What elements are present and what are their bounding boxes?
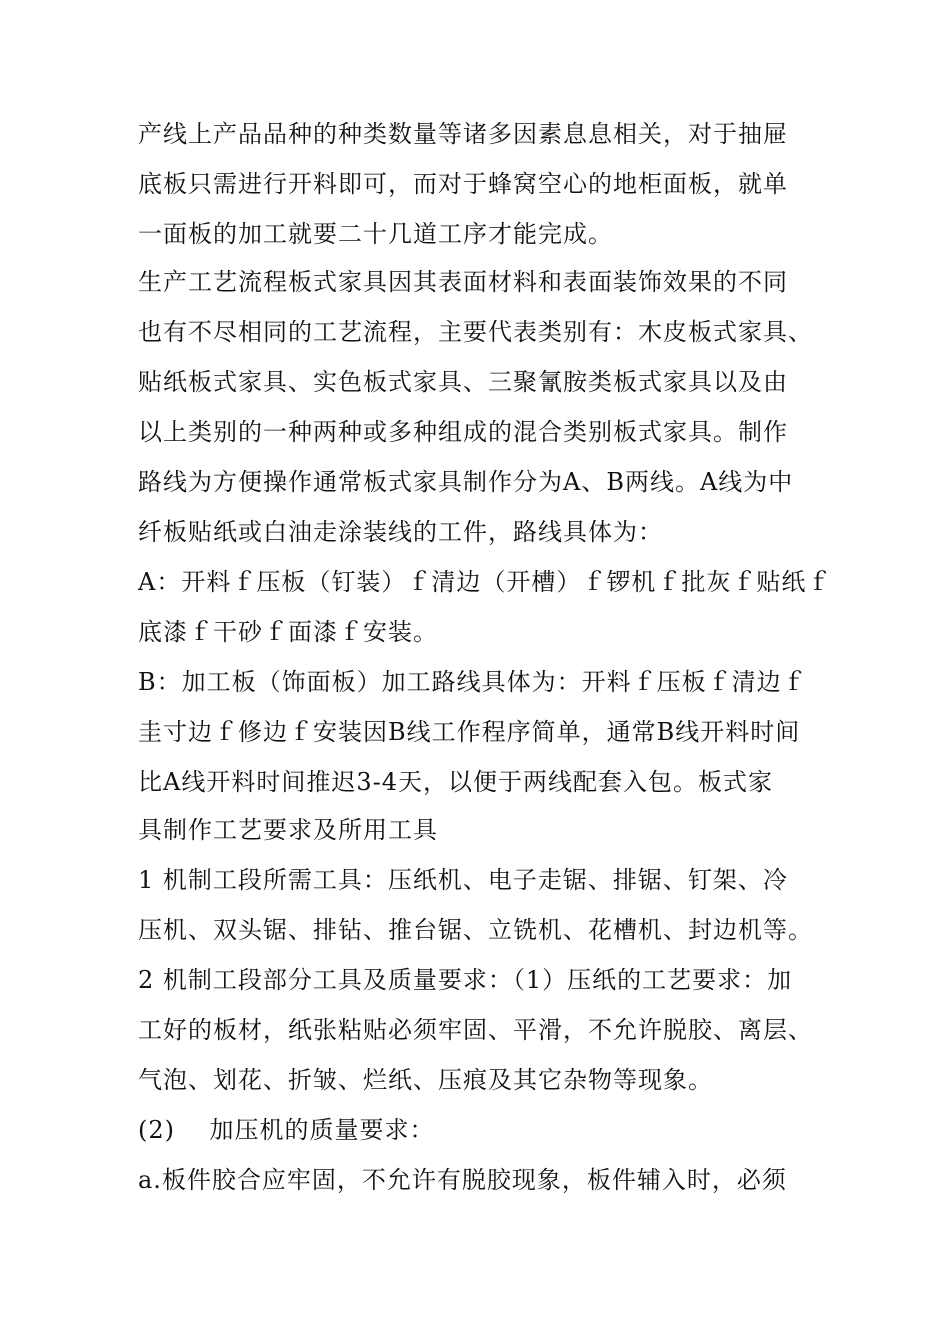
text-line-3: 一面板的加工就要二十几道工序才能完成。 <box>138 220 613 248</box>
text-line-19: 工好的板材，纸张粘贴必须牢固、平滑，不允许脱胶、离层、 <box>138 1016 813 1044</box>
text-line-14: 比A线开料时间推迟3-4天，以便于两线配套入包。板式家 <box>138 768 773 796</box>
text-line-1: 产线上产品品种的种类数量等诸多因素息息相关，对于抽屉 <box>138 120 788 148</box>
text-line-11: 底漆ｆ干砂ｆ面漆ｆ安装。 <box>138 618 438 646</box>
text-line-9: 纤板贴纸或白油走涂装线的工件，路线具体为： <box>138 518 663 546</box>
text-line-17: 压机、双头锯、排钻、推台锯、立铣机、花槽机、封边机等。 <box>138 916 813 944</box>
text-line-13: 圭寸边ｆ修边ｆ安装因B线工作程序简单，通常B线开料时间 <box>138 718 801 746</box>
text-line-6: 贴纸板式家具、实色板式家具、三聚氰胺类板式家具以及由 <box>138 368 788 396</box>
text-line-20: 气泡、划花、折皱、烂纸、压痕及其它杂物等现象。 <box>138 1066 713 1094</box>
text-line-8: 路线为方便操作通常板式家具制作分为A、B两线。A线为中 <box>138 468 794 496</box>
text-line-4: 生产工艺流程板式家具因其表面材料和表面装饰效果的不同 <box>138 268 788 296</box>
text-line-16: 1 机制工段所需工具：压纸机、电子走锯、排锯、钉架、冷 <box>138 866 788 894</box>
text-line-18: 2 机制工段部分工具及质量要求：（1）压纸的工艺要求：加 <box>138 966 793 994</box>
text-line-10: A：开料ｆ压板（钉装）ｆ清边（开槽）ｆ锣机ｆ批灰ｆ贴纸ｆ <box>138 568 832 596</box>
text-line-12: B：加工板（饰面板）加工路线具体为：开料ｆ压板ｆ清边ｆ <box>138 668 807 696</box>
text-line-22: a.板件胶合应牢固，不允许有脱胶现象，板件辅入时，必须 <box>138 1166 787 1194</box>
text-line-15: 具制作工艺要求及所用工具 <box>138 816 438 844</box>
text-line-2: 底板只需进行开料即可，而对于蜂窝空心的地柜面板，就单 <box>138 170 788 198</box>
text-line-21: (2) 加压机的质量要求： <box>138 1116 435 1144</box>
text-line-5: 也有不尽相同的工艺流程，主要代表类别有：木皮板式家具、 <box>138 318 813 346</box>
text-line-7: 以上类别的一种两种或多种组成的混合类别板式家具。制作 <box>138 418 788 446</box>
